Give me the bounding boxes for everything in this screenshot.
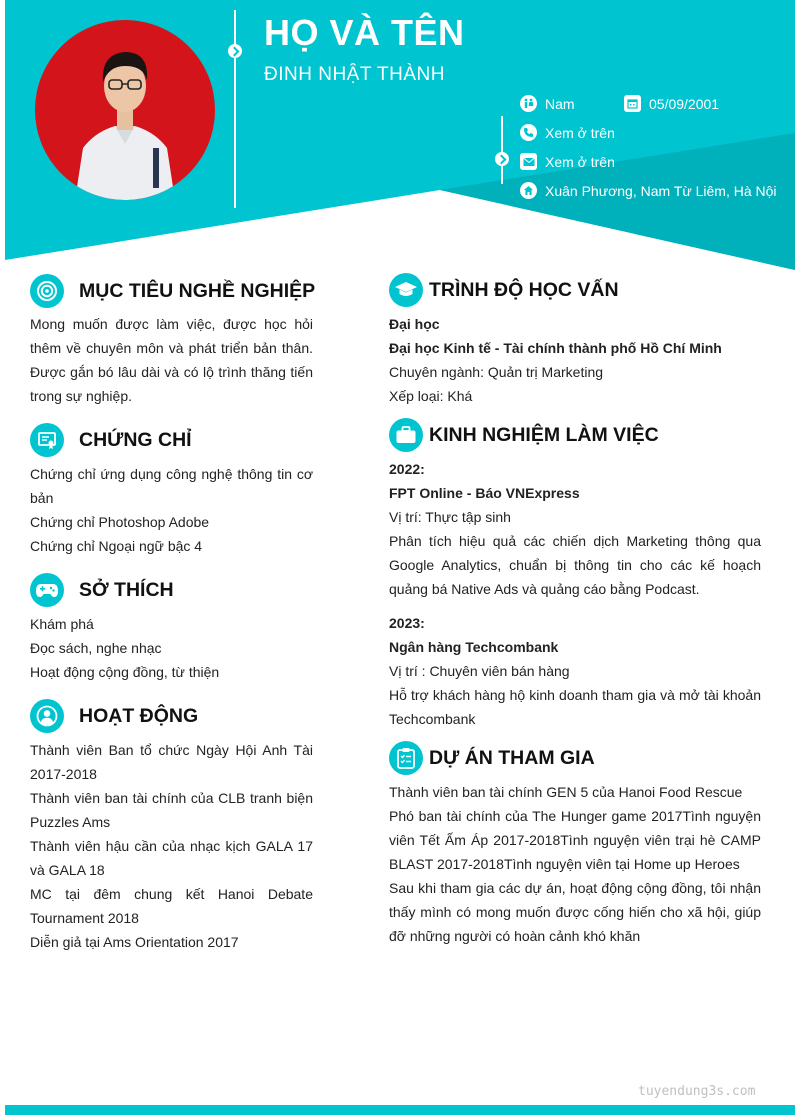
hobbies-heading	[30, 573, 174, 607]
hobbies-list	[30, 612, 313, 684]
education-level: Đại học	[389, 316, 440, 332]
experience-job-2	[389, 611, 761, 731]
gamepad-icon	[30, 573, 64, 607]
certificates-heading	[30, 423, 192, 457]
phone-icon	[520, 124, 537, 141]
experience-heading	[389, 418, 659, 452]
objective-heading	[30, 274, 315, 308]
activities-heading	[30, 699, 198, 733]
birthday-info	[624, 95, 719, 112]
birthday-text: 05/09/2001	[649, 95, 720, 112]
education-major: Chuyên ngành: Quản trị Marketing	[389, 364, 604, 380]
projects-title: DỰ ÁN THAM GIA	[429, 746, 595, 769]
education-title: TRÌNH ĐỘ HỌC VẤN	[429, 278, 619, 301]
header-divider	[234, 10, 236, 208]
job-year: 2023:	[389, 615, 425, 631]
gender-info	[520, 95, 575, 112]
education-school: Đại học Kinh tế - Tài chính thành phố Hồ Chí Minh	[389, 340, 722, 356]
activities-title: HOẠT ĐỘNG	[79, 704, 199, 727]
job-description: Hỗ trợ khách hàng hộ kinh doanh tham gia và mở tài khoản Techcombank	[389, 687, 761, 727]
job-company: FPT Online - Báo VNExpress	[389, 485, 580, 501]
divider-arrow-icon	[228, 44, 242, 58]
footer-bar	[5, 1105, 795, 1115]
education-rank: Xếp loại: Khá	[389, 388, 473, 404]
user-icon	[30, 699, 64, 733]
job-company: Ngân hàng Techcombank	[389, 639, 559, 655]
activity-item: Thành viên hậu cần của nhạc kịch GALA 17 và GALA 18	[30, 838, 313, 878]
address-info	[520, 182, 777, 199]
objective-text	[30, 312, 313, 408]
email-info	[520, 153, 615, 170]
checklist-icon	[389, 741, 423, 775]
hobby-item: Đọc sách, nghe nhạc	[30, 640, 162, 656]
home-icon	[520, 182, 537, 199]
project-item: Sau khi tham gia các dự án, hoạt động cộng đồng, tôi nhận thấy mình có mong muốn được cống hiến cho xã hội, giúp đỡ những người có hoàn cảnh khó khăn	[389, 880, 761, 944]
full-name: ĐINH NHẬT THÀNH	[264, 64, 445, 85]
address-text: Xuân Phương, Nam Từ Liêm, Hà Nội	[545, 182, 777, 199]
certificate-icon	[30, 423, 64, 457]
project-item: Phó ban tài chính của The Hunger game 2017Tình nguyện viên Tết Ấm Áp 2017-2018Tình nguyện viên trại hè CAMP BLAST 2017-2018Tình nguyện viên tại Home up Heroes	[389, 808, 761, 872]
phone-text: Xem ở trên	[545, 124, 615, 141]
objective-title: MỤC TIÊU NGHỀ NGHIỆP	[79, 279, 316, 302]
activity-item: Diễn giả tại Ams Orientation 2017	[30, 934, 239, 950]
experience-title: KINH NGHIỆM LÀM VIỆC	[429, 423, 659, 446]
certificate-item: Chứng chỉ Photoshop Adobe	[30, 514, 210, 530]
projects-list	[389, 780, 761, 948]
certificates-list	[30, 462, 313, 558]
certificate-item: Chứng chỉ Ngoại ngữ bậc 4	[30, 538, 203, 554]
target-icon	[30, 274, 64, 308]
calendar-icon	[624, 95, 641, 112]
briefcase-icon	[389, 418, 423, 452]
graduation-cap-icon	[389, 273, 423, 307]
job-year: 2022:	[389, 461, 425, 477]
gender-icon	[520, 95, 537, 112]
info-divider	[501, 116, 503, 184]
hobby-item: Khám phá	[30, 616, 94, 632]
phone-info	[520, 124, 615, 141]
projects-heading	[389, 741, 595, 775]
info-arrow-icon	[495, 152, 509, 166]
email-text: Xem ở trên	[545, 153, 615, 170]
watermark: tuyendung3s.com	[638, 1084, 756, 1099]
hobby-item: Hoạt động cộng đồng, từ thiện	[30, 664, 220, 680]
certificate-item: Chứng chỉ ứng dụng công nghệ thông tin cơ bản	[30, 466, 313, 506]
project-item: Thành viên ban tài chính GEN 5 của Hanoi Food Rescue	[389, 784, 743, 800]
objective-paragraph: Mong muốn được làm việc, được học hỏi thêm về chuyên môn và phát triển bản thân. Được gắn bó lâu dài và có lộ trình thăng tiến trong sự nghiệp.	[30, 316, 313, 404]
job-position: Vị trí : Chuyên viên bán hàng	[389, 663, 570, 679]
job-description: Phân tích hiệu quả các chiến dịch Marketing thông qua Google Analytics, chuẩn bị thông tin cho các kế hoạch quảng bá Native Ads và quảng cáo bằng Podcast.	[389, 533, 761, 597]
activity-item: MC tại đêm chung kết Hanoi Debate Tournament 2018	[30, 886, 313, 926]
education-heading	[389, 273, 619, 307]
certificates-title: CHỨNG CHỈ	[79, 428, 192, 451]
education-details	[389, 312, 761, 408]
job-position: Vị trí: Thực tập sinh	[389, 509, 511, 525]
hobbies-title: SỞ THÍCH	[79, 578, 174, 601]
activity-item: Thành viên ban tài chính của CLB tranh biện Puzzles Ams	[30, 790, 313, 830]
avatar	[35, 20, 215, 200]
gender-text: Nam	[545, 95, 575, 112]
activity-item: Thành viên Ban tổ chức Ngày Hội Anh Tài 2017-2018	[30, 742, 313, 782]
page-title: HỌ VÀ TÊN	[264, 12, 465, 53]
activities-list	[30, 738, 313, 954]
email-icon	[520, 153, 537, 170]
cv-header	[0, 0, 800, 275]
experience-job-1	[389, 457, 761, 601]
